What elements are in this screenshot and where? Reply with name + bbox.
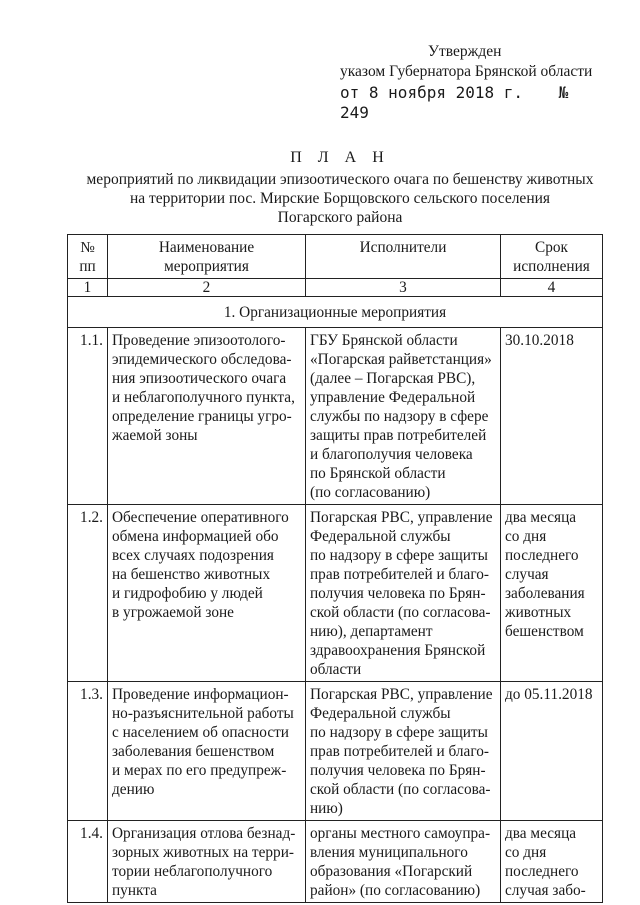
header-name-line-1: Наименование — [158, 239, 255, 256]
term-cell — [501, 682, 603, 821]
approval-line-2: указом Губернатора Брянской области — [340, 63, 593, 80]
activity-name-cell — [108, 328, 306, 505]
plan-heading: П Л А Н — [290, 149, 390, 166]
section-title: 1. Организационные мероприятия — [68, 297, 603, 328]
executors-line: образования «Погарский — [310, 863, 473, 880]
header-num-line-1: № — [80, 239, 95, 256]
activity-name-line: и неблагополучного пункта, — [112, 389, 295, 406]
executors-line: здравоохранения Брянской — [310, 642, 486, 659]
table-row — [68, 821, 603, 903]
executors-line: вления муниципального — [310, 844, 468, 861]
executors-cell — [306, 821, 501, 903]
approval-date-prefix: от — [340, 83, 360, 102]
activity-name-line: и мерах по его предупреж- — [112, 762, 287, 779]
activity-name-line: обмена информацией обо — [112, 528, 279, 545]
term-line: случая забо- — [505, 882, 586, 899]
activity-name-line: Проведение информацион- — [112, 686, 289, 703]
column-index-row — [68, 279, 603, 297]
row-number-cell: 1.4. — [68, 821, 108, 903]
column-index: 1 — [68, 279, 108, 297]
executors-line: по надзору в сфере защиты — [310, 547, 488, 564]
executors-line: (далее – Погарская РВС), — [310, 370, 476, 387]
executors-line: получия человека по Брян- — [310, 762, 486, 779]
executors-line: «Погарская райветстанция» — [310, 351, 492, 368]
header-name — [108, 235, 306, 279]
executors-line: ской области (по согласова- — [310, 604, 491, 621]
activity-name-line: заболевания бешенством — [112, 743, 275, 760]
executors-line: ской области (по согласова- — [310, 781, 491, 798]
activity-name-line: эпидемического обследова- — [112, 351, 292, 368]
header-term-line-2: исполнения — [513, 258, 590, 275]
term-line: бешенством — [505, 623, 584, 640]
activity-name-line: пункта — [112, 882, 157, 899]
activity-name-line: определение границы угро- — [112, 408, 292, 425]
executors-line: прав потребителей и благо- — [310, 566, 489, 583]
row-number-cell: 1.3. — [68, 682, 108, 821]
header-num — [68, 235, 108, 279]
table-row — [68, 682, 603, 821]
executors-line: (по согласованию) — [310, 484, 431, 501]
term-line: животных — [505, 604, 572, 621]
executors-line: области — [310, 661, 362, 678]
approval-stamp — [340, 42, 600, 123]
column-index: 3 — [306, 279, 501, 297]
activity-name-line: но-разъяснительной работы — [112, 705, 294, 722]
activity-name-line: Проведение эпизоотолого- — [112, 332, 286, 349]
executors-line: Погарская РВС, управление — [310, 686, 493, 703]
executors-line: защиты прав потребителей — [310, 427, 487, 444]
activity-name-line: ния эпизоотического очага — [112, 370, 287, 387]
executors-cell — [306, 328, 501, 505]
executors-line: по надзору в сфере защиты — [310, 724, 488, 741]
executors-line: прав потребителей и благо- — [310, 743, 489, 760]
executors-cell — [306, 505, 501, 682]
executors-line: службы по надзору в сфере — [310, 408, 489, 425]
row-number-cell: 1.1. — [68, 328, 108, 505]
term-line: заболевания — [505, 585, 585, 602]
row-number-cell: 1.2. — [68, 505, 108, 682]
activity-name-line: всех случаях подозрения — [112, 547, 274, 564]
column-index: 2 — [108, 279, 306, 297]
term-line: до 05.11.2018 — [505, 686, 593, 703]
term-cell — [501, 821, 603, 903]
executors-line: ГБУ Брянской области — [310, 332, 458, 349]
executors-line: нию) — [310, 800, 343, 817]
activity-name-cell — [108, 505, 306, 682]
header-num-line-2: пп — [79, 258, 96, 275]
title-line-1: мероприятий по ликвидации эпизоотического очага по бешенству животных — [86, 171, 594, 188]
approval-date: 8 ноября 2018 г. — [368, 83, 524, 102]
table-row — [68, 328, 603, 505]
approval-number: 249 — [340, 103, 369, 122]
executors-line: Федеральной службы — [310, 705, 451, 722]
activity-name-cell — [108, 821, 306, 903]
executors-line: управление Федеральной — [310, 389, 476, 406]
executors-line: Погарская РВС, управление — [310, 509, 493, 526]
activity-name-line: в угрожаемой зоне — [112, 604, 234, 621]
term-cell — [501, 505, 603, 682]
term-cell — [501, 328, 603, 505]
term-line: 30.10.2018 — [505, 332, 574, 349]
approval-line-1: Утвержден — [428, 43, 502, 60]
executors-line: район» (по согласованию) — [310, 882, 481, 899]
term-line: со дня — [505, 528, 547, 545]
term-line: последнего — [505, 863, 579, 880]
approval-date-line — [340, 83, 600, 123]
header-name-line-2: мероприятия — [164, 258, 249, 275]
activity-name-cell — [108, 682, 306, 821]
title-line-3: Погарского района — [277, 209, 403, 226]
table-header-row — [68, 235, 603, 279]
activity-name-line: тории неблагополучного — [112, 863, 273, 880]
activity-name-line: дению — [112, 781, 155, 798]
executors-cell — [306, 682, 501, 821]
executors-line: нию), департамент — [310, 623, 433, 640]
term-line: два месяца — [505, 825, 577, 842]
activity-name-line: и гидрофобию у людей — [112, 585, 263, 602]
term-line: случая — [505, 566, 549, 583]
section-row — [68, 297, 603, 328]
document-title — [60, 148, 620, 227]
executors-line: и благополучия человека — [310, 446, 473, 463]
column-index: 4 — [501, 279, 603, 297]
activity-name-line: зорных животных на терри- — [112, 844, 294, 861]
executors-line: получия человека по Брян- — [310, 585, 486, 602]
activity-name-line: с населением об опасности — [112, 724, 289, 741]
header-term-line-1: Срок — [535, 239, 568, 256]
plan-table — [67, 234, 603, 903]
table-row — [68, 505, 603, 682]
term-line: два месяца — [505, 509, 577, 526]
executors-line: по Брянской области — [310, 465, 446, 482]
activity-name-line: жаемой зоны — [112, 427, 198, 444]
title-line-2: на территории пос. Мирские Борщовского сельского поселения — [129, 190, 551, 207]
header-term — [501, 235, 603, 279]
executors-line: Федеральной службы — [310, 528, 451, 545]
header-executors-line-1: Исполнители — [359, 239, 447, 256]
activity-name-line: Организация отлова безнад- — [112, 825, 296, 842]
header-executors — [306, 235, 501, 279]
approval-number-label: № — [558, 83, 569, 102]
term-line: со дня — [505, 844, 547, 861]
executors-line: органы местного самоупра- — [310, 825, 491, 842]
term-line: последнего — [505, 547, 579, 564]
activity-name-line: Обеспечение оперативного — [112, 509, 289, 526]
activity-name-line: на бешенство животных — [112, 566, 271, 583]
